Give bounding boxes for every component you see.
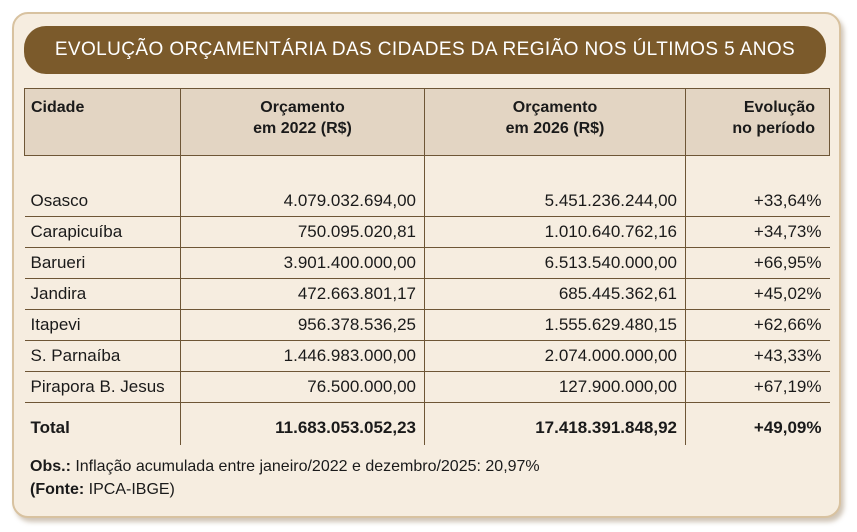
cell-evolution: +67,19% — [686, 372, 830, 403]
cell-budget-2022: 1.446.983.000,00 — [181, 341, 425, 372]
table-row — [25, 310, 830, 341]
cell-evolution: +45,02% — [686, 279, 830, 310]
cell-budget-2022: 3.901.400.000,00 — [181, 248, 425, 279]
spacer-row — [25, 156, 830, 187]
source-text: IPCA-IBGE) — [84, 481, 175, 498]
header-evolution: Evolução no período — [686, 89, 830, 156]
table-title: EVOLUÇÃO ORÇAMENTÁRIA DAS CIDADES DA REGIÃO NOS ÚLTIMOS 5 ANOS — [54, 39, 796, 60]
title-bar — [24, 26, 826, 74]
table-row — [25, 186, 830, 217]
table-row — [25, 372, 830, 403]
header-budget-2022: Orçamento em 2022 (R$) — [181, 89, 425, 156]
cell-budget-2026: 5.451.236.244,00 — [425, 186, 686, 217]
cell-budget-2022: 76.500.000,00 — [181, 372, 425, 403]
cell-city: Itapevi — [25, 310, 181, 341]
cell-city: Jandira — [25, 279, 181, 310]
total-budget-2022: 11.683.053.052,23 — [181, 411, 425, 445]
total-row — [25, 411, 830, 445]
cell-evolution: +66,95% — [686, 248, 830, 279]
table-row — [25, 248, 830, 279]
cell-budget-2026: 2.074.000.000,00 — [425, 341, 686, 372]
cell-budget-2026: 1.555.629.480,15 — [425, 310, 686, 341]
budget-table — [24, 88, 830, 445]
cell-city: Osasco — [25, 186, 181, 217]
cell-budget-2026: 127.900.000,00 — [425, 372, 686, 403]
cell-budget-2026: 6.513.540.000,00 — [425, 248, 686, 279]
source-label: (Fonte: — [30, 481, 85, 498]
header-row — [25, 89, 830, 156]
cell-city: Pirapora B. Jesus — [25, 372, 181, 403]
obs-label: Obs.: — [30, 458, 71, 475]
cell-budget-2022: 956.378.536,25 — [181, 310, 425, 341]
table-row — [25, 217, 830, 248]
header-city: Cidade — [25, 89, 181, 156]
source-note — [30, 478, 540, 501]
table-row — [25, 341, 830, 372]
gap-row — [25, 403, 830, 412]
cell-evolution: +62,66% — [686, 310, 830, 341]
cell-city: Carapicuíba — [25, 217, 181, 248]
cell-budget-2022: 4.079.032.694,00 — [181, 186, 425, 217]
cell-budget-2026: 685.445.362,61 — [425, 279, 686, 310]
cell-budget-2022: 750.095.020,81 — [181, 217, 425, 248]
cell-city: S. Parnaíba — [25, 341, 181, 372]
total-evolution: +49,09% — [686, 411, 830, 445]
cell-city: Barueri — [25, 248, 181, 279]
observation-note — [30, 455, 540, 478]
obs-text: Inflação acumulada entre janeiro/2022 e dezembro/2025: 20,97% — [70, 458, 540, 475]
budget-card — [12, 12, 841, 518]
table-row — [25, 279, 830, 310]
header-budget-2026: Orçamento em 2026 (R$) — [425, 89, 686, 156]
cell-budget-2022: 472.663.801,17 — [181, 279, 425, 310]
table-notes — [30, 455, 540, 501]
total-label: Total — [30, 418, 70, 437]
cell-evolution: +43,33% — [686, 341, 830, 372]
total-budget-2026: 17.418.391.848,92 — [425, 411, 686, 445]
cell-evolution: +34,73% — [686, 217, 830, 248]
cell-evolution: +33,64% — [686, 186, 830, 217]
cell-budget-2026: 1.010.640.762,16 — [425, 217, 686, 248]
